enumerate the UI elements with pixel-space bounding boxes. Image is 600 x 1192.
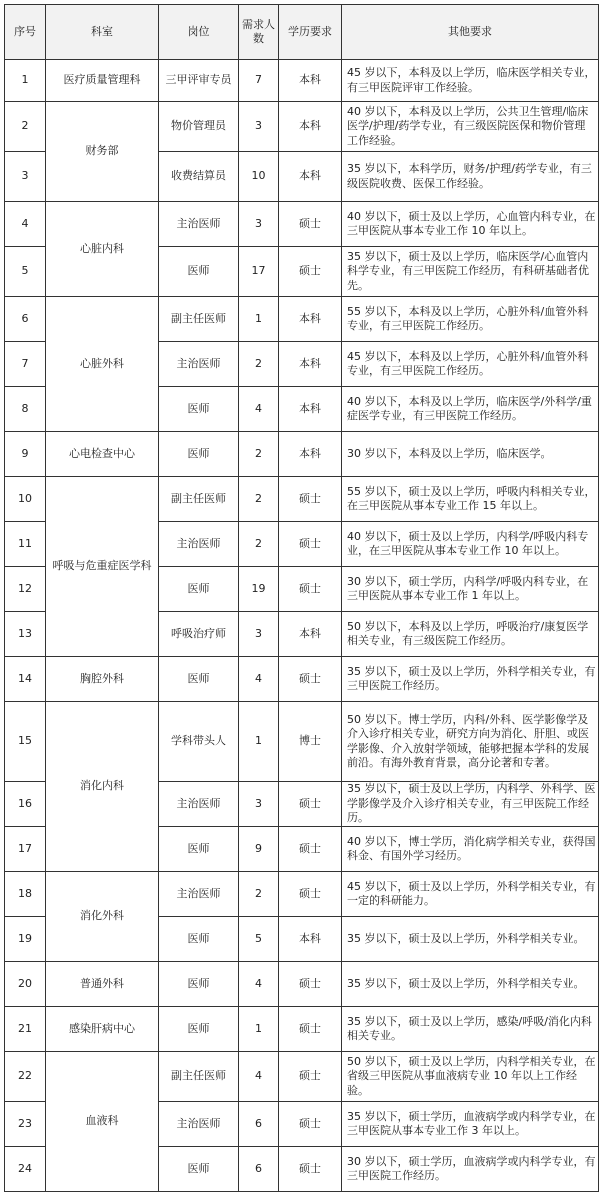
cell-req: 35 岁以下，硕士及以上学历，外科学相关专业。 <box>342 962 599 1007</box>
cell-seq: 19 <box>5 917 46 962</box>
cell-post: 主治医师 <box>159 342 239 387</box>
cell-post: 医师 <box>159 387 239 432</box>
cell-seq: 8 <box>5 387 46 432</box>
header-post: 岗位 <box>159 5 239 60</box>
cell-req: 30 岁以下，硕士学历，血液病学或内科学专业，有三甲医院工作经历。 <box>342 1147 599 1192</box>
cell-count: 1 <box>239 1007 279 1052</box>
cell-count: 6 <box>239 1147 279 1192</box>
cell-count: 4 <box>239 1052 279 1102</box>
cell-edu: 本科 <box>279 152 342 202</box>
cell-seq: 21 <box>5 1007 46 1052</box>
table-row <box>5 962 599 1007</box>
cell-post: 医师 <box>159 917 239 962</box>
cell-req: 45 岁以下，硕士及以上学历，外科学相关专业，有一定的科研能力。 <box>342 872 599 917</box>
cell-post: 物价管理员 <box>159 102 239 152</box>
cell-post: 呼吸治疗师 <box>159 612 239 657</box>
cell-post: 三甲评审专员 <box>159 60 239 102</box>
cell-req: 35 岁以下，硕士及以上学历，感染/呼吸/消化内科相关专业。 <box>342 1007 599 1052</box>
cell-req: 55 岁以下，本科及以上学历，心脏外科/血管外科专业，有三甲医院工作经历。 <box>342 297 599 342</box>
cell-seq: 14 <box>5 657 46 702</box>
cell-seq: 4 <box>5 202 46 247</box>
cell-seq: 16 <box>5 782 46 827</box>
cell-edu: 硕士 <box>279 1102 342 1147</box>
cell-post: 医师 <box>159 827 239 872</box>
cell-edu: 本科 <box>279 387 342 432</box>
table-row <box>5 432 599 477</box>
cell-edu: 本科 <box>279 432 342 477</box>
cell-post: 医师 <box>159 432 239 477</box>
cell-req: 35 岁以下，硕士学历，血液病学或内科学专业，在三甲医院从事本专业工作 3 年以上。 <box>342 1102 599 1147</box>
cell-edu: 硕士 <box>279 247 342 297</box>
table-row <box>5 1052 599 1102</box>
cell-count: 3 <box>239 612 279 657</box>
cell-req: 40 岁以下，硕士及以上学历，内科学/呼吸内科专业，在三甲医院从事本专业工作 10 年以上。 <box>342 522 599 567</box>
cell-dept: 血液科 <box>46 1052 159 1192</box>
cell-req: 40 岁以下，博士学历，消化病学相关专业，获得国科金、有国外学习经历。 <box>342 827 599 872</box>
cell-post: 主治医师 <box>159 202 239 247</box>
cell-edu: 博士 <box>279 702 342 782</box>
table-row <box>5 202 599 247</box>
cell-req: 40 岁以下，硕士及以上学历，心血管内科专业，在三甲医院从事本专业工作 10 年以上。 <box>342 202 599 247</box>
cell-post: 副主任医师 <box>159 297 239 342</box>
cell-edu: 硕士 <box>279 1007 342 1052</box>
cell-seq: 17 <box>5 827 46 872</box>
cell-count: 4 <box>239 657 279 702</box>
cell-req: 35 岁以下，本科学历，财务/护理/药学专业，有三级医院收费、医保工作经验。 <box>342 152 599 202</box>
cell-count: 1 <box>239 702 279 782</box>
cell-seq: 10 <box>5 477 46 522</box>
cell-req: 40 岁以下，本科及以上学历，临床医学/外科学/重症医学专业，有三甲医院工作经历。 <box>342 387 599 432</box>
cell-seq: 22 <box>5 1052 46 1102</box>
cell-req: 45 岁以下，本科及以上学历，临床医学相关专业，有三甲医院评审工作经验。 <box>342 60 599 102</box>
cell-seq: 2 <box>5 102 46 152</box>
cell-edu: 硕士 <box>279 827 342 872</box>
cell-post: 医师 <box>159 1147 239 1192</box>
cell-edu: 本科 <box>279 60 342 102</box>
header-edu: 学历要求 <box>279 5 342 60</box>
cell-post: 主治医师 <box>159 872 239 917</box>
cell-count: 1 <box>239 297 279 342</box>
table-row <box>5 702 599 782</box>
cell-dept: 呼吸与危重症医学科 <box>46 477 159 657</box>
cell-post: 学科带头人 <box>159 702 239 782</box>
header-row <box>5 5 599 60</box>
cell-dept: 消化内科 <box>46 702 159 872</box>
header-dept: 科室 <box>46 5 159 60</box>
cell-req: 50 岁以下。博士学历，内科/外科、医学影像学及介入诊疗相关专业，研究方向为消化、肝胆、或医学影像、介入放射学领域，能够把握本学科的发展前沿。有海外教育背景，高分论著和专著。 <box>342 702 599 782</box>
cell-seq: 23 <box>5 1102 46 1147</box>
cell-seq: 24 <box>5 1147 46 1192</box>
cell-seq: 3 <box>5 152 46 202</box>
cell-dept: 感染肝病中心 <box>46 1007 159 1052</box>
cell-post: 主治医师 <box>159 522 239 567</box>
cell-count: 19 <box>239 567 279 612</box>
cell-dept: 心脏内科 <box>46 202 159 297</box>
table-row <box>5 657 599 702</box>
cell-seq: 12 <box>5 567 46 612</box>
header-count: 需求人数 <box>239 5 279 60</box>
header-seq: 序号 <box>5 5 46 60</box>
cell-count: 2 <box>239 342 279 387</box>
cell-req: 30 岁以下，本科及以上学历，临床医学。 <box>342 432 599 477</box>
cell-post: 主治医师 <box>159 782 239 827</box>
cell-count: 5 <box>239 917 279 962</box>
cell-edu: 本科 <box>279 917 342 962</box>
cell-dept: 心电检查中心 <box>46 432 159 477</box>
cell-post: 副主任医师 <box>159 477 239 522</box>
table-row <box>5 872 599 917</box>
cell-edu: 硕士 <box>279 962 342 1007</box>
cell-edu: 硕士 <box>279 657 342 702</box>
cell-seq: 13 <box>5 612 46 657</box>
cell-count: 4 <box>239 387 279 432</box>
cell-req: 55 岁以下，硕士及以上学历，呼吸内科相关专业，在三甲医院从事本专业工作 15 年以上。 <box>342 477 599 522</box>
table-row <box>5 297 599 342</box>
cell-count: 4 <box>239 962 279 1007</box>
cell-seq: 1 <box>5 60 46 102</box>
cell-count: 10 <box>239 152 279 202</box>
cell-seq: 9 <box>5 432 46 477</box>
cell-post: 医师 <box>159 657 239 702</box>
cell-edu: 本科 <box>279 102 342 152</box>
cell-seq: 5 <box>5 247 46 297</box>
cell-post: 副主任医师 <box>159 1052 239 1102</box>
cell-dept: 心脏外科 <box>46 297 159 432</box>
cell-dept: 消化外科 <box>46 872 159 962</box>
cell-post: 收费结算员 <box>159 152 239 202</box>
table-row <box>5 102 599 152</box>
cell-edu: 本科 <box>279 342 342 387</box>
cell-req: 40 岁以下，本科及以上学历，公共卫生管理/临床医学/护理/药学专业，有三级医院医保和物价管理工作经验。 <box>342 102 599 152</box>
cell-count: 6 <box>239 1102 279 1147</box>
cell-count: 3 <box>239 102 279 152</box>
cell-post: 医师 <box>159 247 239 297</box>
cell-count: 17 <box>239 247 279 297</box>
table-row <box>5 1007 599 1052</box>
cell-edu: 硕士 <box>279 872 342 917</box>
cell-edu: 硕士 <box>279 1052 342 1102</box>
cell-count: 3 <box>239 782 279 827</box>
cell-count: 2 <box>239 522 279 567</box>
cell-edu: 硕士 <box>279 1147 342 1192</box>
cell-count: 2 <box>239 432 279 477</box>
cell-seq: 7 <box>5 342 46 387</box>
cell-dept: 普通外科 <box>46 962 159 1007</box>
cell-count: 2 <box>239 477 279 522</box>
cell-req: 50 岁以下，硕士及以上学历，内科学相关专业，在省级三甲医院从事血液病专业 10 年以上工作经验。 <box>342 1052 599 1102</box>
cell-edu: 硕士 <box>279 522 342 567</box>
cell-seq: 18 <box>5 872 46 917</box>
cell-req: 30 岁以下，硕士学历，内科学/呼吸内科专业，在三甲医院从事本专业工作 1 年以上。 <box>342 567 599 612</box>
cell-post: 医师 <box>159 1007 239 1052</box>
cell-dept: 医疗质量管理科 <box>46 60 159 102</box>
cell-edu: 硕士 <box>279 782 342 827</box>
cell-seq: 20 <box>5 962 46 1007</box>
cell-seq: 6 <box>5 297 46 342</box>
cell-req: 45 岁以下，本科及以上学历，心脏外科/血管外科专业，有三甲医院工作经历。 <box>342 342 599 387</box>
cell-edu: 本科 <box>279 297 342 342</box>
cell-count: 7 <box>239 60 279 102</box>
cell-edu: 本科 <box>279 612 342 657</box>
cell-req: 35 岁以下，硕士及以上学历，临床医学/心血管内科学专业，有三甲医院工作经历，有科研基础者优先。 <box>342 247 599 297</box>
cell-post: 主治医师 <box>159 1102 239 1147</box>
cell-count: 9 <box>239 827 279 872</box>
cell-post: 医师 <box>159 567 239 612</box>
header-req: 其他要求 <box>342 5 599 60</box>
table-row <box>5 477 599 522</box>
cell-seq: 11 <box>5 522 46 567</box>
recruitment-table <box>4 4 599 1192</box>
cell-dept: 胸腔外科 <box>46 657 159 702</box>
cell-req: 50 岁以下，本科及以上学历，呼吸治疗/康复医学相关专业，有三级医院工作经历。 <box>342 612 599 657</box>
cell-edu: 硕士 <box>279 567 342 612</box>
table-row <box>5 60 599 102</box>
cell-count: 3 <box>239 202 279 247</box>
cell-dept: 财务部 <box>46 102 159 202</box>
cell-req: 35 岁以下，硕士及以上学历，内科学、外科学、医学影像学及介入诊疗相关专业，有三甲医院工作经历。 <box>342 782 599 827</box>
cell-post: 医师 <box>159 962 239 1007</box>
cell-edu: 硕士 <box>279 477 342 522</box>
cell-count: 2 <box>239 872 279 917</box>
cell-req: 35 岁以下，硕士及以上学历，外科学相关专业，有三甲医院工作经历。 <box>342 657 599 702</box>
cell-edu: 硕士 <box>279 202 342 247</box>
cell-seq: 15 <box>5 702 46 782</box>
cell-req: 35 岁以下，硕士及以上学历，外科学相关专业。 <box>342 917 599 962</box>
